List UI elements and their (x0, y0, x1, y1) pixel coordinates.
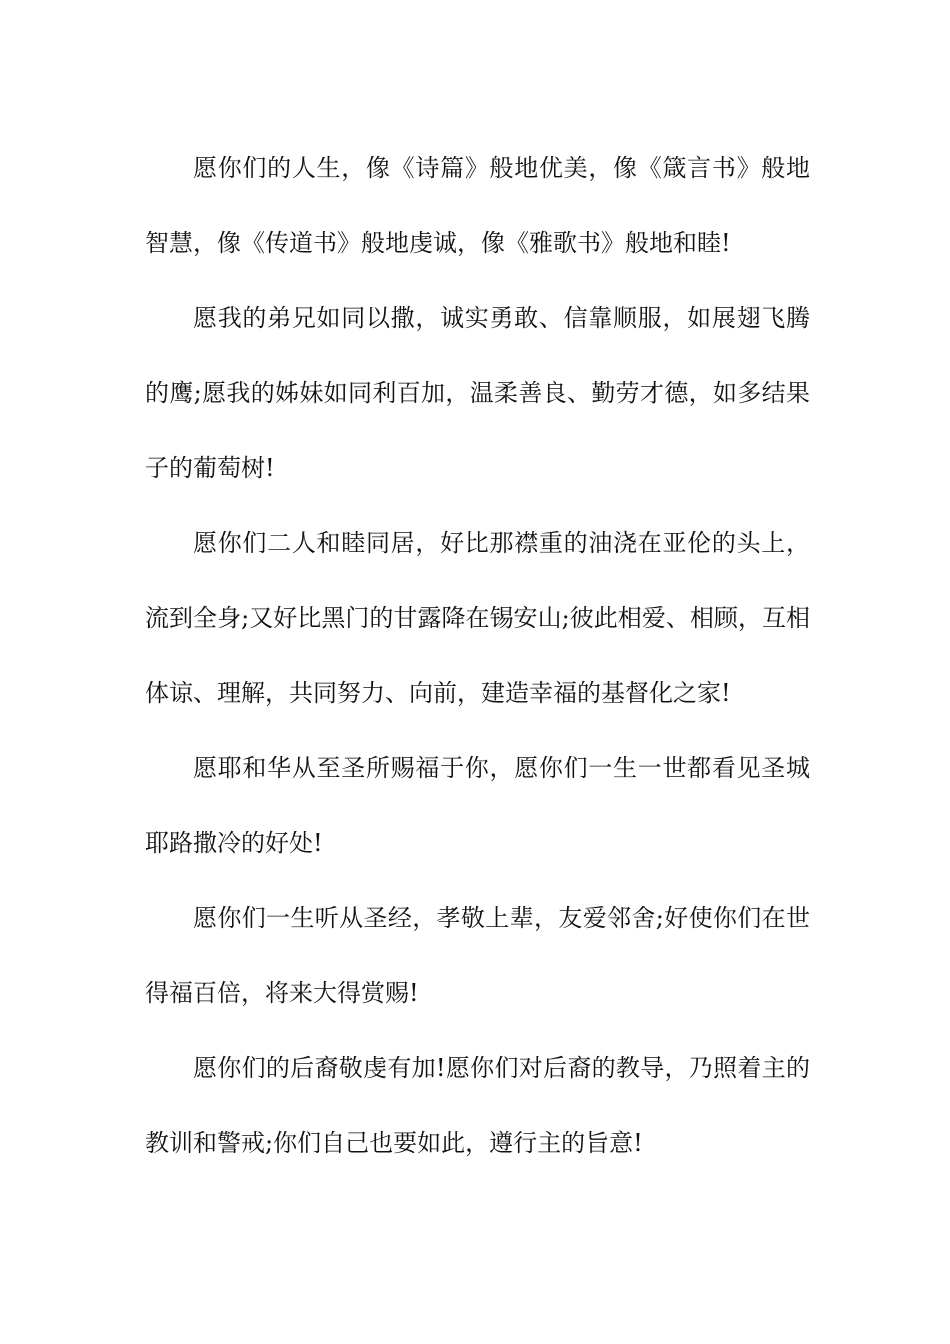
document-body (145, 131, 810, 1181)
paragraph: 愿你们的人生，像《诗篇》般地优美，像《箴言书》般地智慧，像《传道书》般地虔诚，像《雅歌书》般地和睦! (145, 154, 810, 257)
paragraph: 愿我的弟兄如同以撒，诚实勇敢、信靠顺服，如展翅飞腾的鹰;愿我的姊妹如同利百加，温柔善良、勤劳才德，如多结果子的葡萄树! (145, 304, 810, 482)
paragraph: 愿你们的后裔敬虔有加!愿你们对后裔的教导，乃照着主的教训和警戒;你们自己也要如此，遵行主的旨意! (145, 1054, 810, 1157)
paragraph: 愿耶和华从至圣所赐福于你，愿你们一生一世都看见圣城耶路撒冷的好处! (145, 754, 810, 857)
paragraph: 愿你们一生听从圣经，孝敬上辈，友爱邻舍;好使你们在世得福百倍，将来大得赏赐! (145, 904, 810, 1007)
paragraph: 愿你们二人和睦同居，好比那襟重的油浇在亚伦的头上，流到全身;又好比黑门的甘露降在锡安山;彼此相爱、相顾，互相体谅、理解，共同努力、向前，建造幸福的基督化之家! (145, 529, 810, 707)
